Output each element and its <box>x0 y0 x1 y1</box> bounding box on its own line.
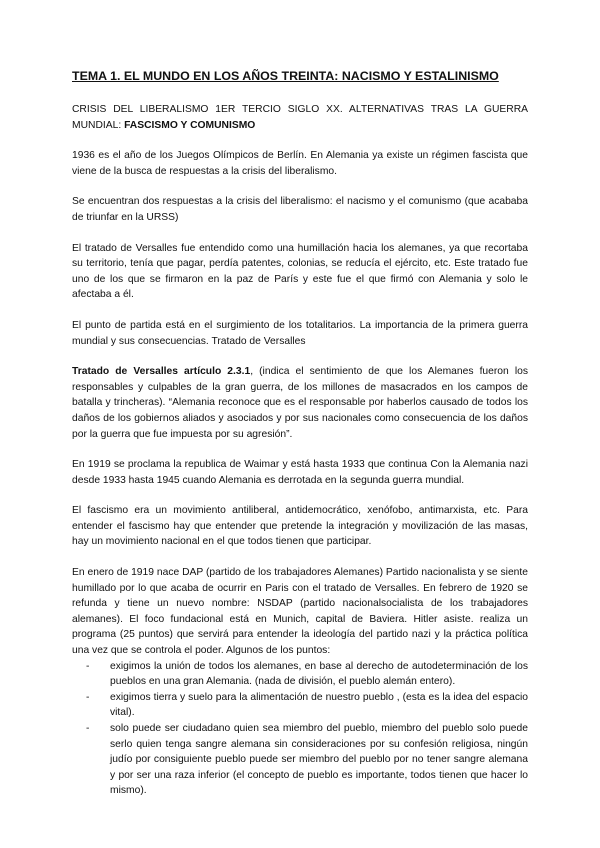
paragraph-6: En 1919 se proclama la republica de Waimar y está hasta 1933 que continua Con la Alemania nazi desde 1933 hasta 1945 cuando Alemania es derrotada en la segunda guerra mundial. <box>72 459 528 486</box>
list-item-text: exigimos la unión de todos los alemanes, en base al derecho de autodeterminación de los pueblos en una gran Alemania. (nada de división, el pueblo alemán entero). <box>110 660 528 688</box>
bullet-dash: - <box>86 691 90 703</box>
paragraph-5-text: , (indica el sentimiento de que los Alemanes fueron los responsables y culpables de la gran guerra, de los millones de masacrados en los campos de batalla y trincheras). “Alemania reconoce que es el responsable por haberlos causado de todos los daños de los gobiernos aliados y asociados y por sus nacionales como consecuencia de los daños por la guerra que fue impuesta por su agresión”. <box>72 366 528 440</box>
paragraph-7: El fascismo era un movimiento antiliberal, antidemocrático, xenófobo, antimarxista, etc. Para entender el fascismo hay que entender que pretende la integración y movilización de las masas, hay un movimiento nacional en el que todos tienen que participar. <box>72 505 528 548</box>
bullet-dash: - <box>86 723 90 734</box>
list-item <box>86 690 528 721</box>
paragraph-5-bold: Tratado de Versalles artículo 2.3.1 <box>72 366 251 378</box>
paragraph-2: Se encuentran dos respuestas a la crisis del liberalismo: el nacismo y el comunismo (que acababa de triunfar en la URSS) <box>72 196 528 223</box>
paragraph-5 <box>72 364 528 442</box>
list-item-text: exigimos tierra y suelo para la alimentación de nuestro pueblo , (esta es la idea del espacio vital). <box>110 691 528 719</box>
list-item <box>86 659 528 690</box>
paragraph-3: El tratado de Versalles fue entendido como una humillación hacia los alemanes, ya que recortaba su territorio, tenía que pagar, perdía patentes, colonias, se reducía el ejército, etc. Este tratado fue uno de los que se firmaron en la paz de París y este fue el que firmó con Alemania y solo le afectaba a él. <box>72 242 528 301</box>
bullet-dash: - <box>86 660 90 672</box>
subtitle <box>72 102 528 133</box>
subtitle-bold: FASCISMO Y COMUNISMO <box>124 119 256 131</box>
paragraph-1: 1936 es el año de los Juegos Olímpicos de Berlín. En Alemania ya existe un régimen fascista que viene de la busca de respuestas a la crisis del liberalismo. <box>72 150 528 177</box>
paragraph-4: El punto de partida está en el surgimiento de los totalitarios. La importancia de la primera guerra mundial y sus consecuencias. Tratado de Versalles <box>72 319 528 347</box>
list-item-text: solo puede ser ciudadano quien sea miembro del pueblo, miembro del pueblo solo puede serlo quien tenga sangre alemana sin consideraciones por su confesión religiosa, ningún judío por consiguiente pueblo puede ser miembro del pueblo por no tener sangre alemana y por ser una raza inferior (el concepto de pueblo es importante, todos tienen que hacer lo mismo). <box>110 723 528 797</box>
list-item <box>86 721 528 799</box>
document-title: TEMA 1. EL MUNDO EN LOS AÑOS TREINTA: NACISMO Y ESTALINISMO <box>72 69 499 83</box>
paragraph-8: En enero de 1919 nace DAP (partido de los trabajadores Alemanes) Partido nacionalista y se siente humillado por lo que acaba de ocurrir en Paris con el tratado de Versalles. En febrero de 1920 se refunda y tiene un nuevo nombre: NSDAP (partido nacionalsocialista de los trabajadores alemanes). El foco fundacional está en Munich, capital de Baviera. Hitler asiste. realiza un programa (25 puntos) que servirá para entender la ideología del partido nazi y la práctica política una vez que se controla el poder. Algunos de los puntos: <box>72 567 528 657</box>
points-list <box>72 659 528 799</box>
subtitle-text: CRISIS DEL LIBERALISMO 1ER TERCIO SIGLO XX. ALTERNATIVAS TRAS LA GUERRA MUNDIAL: <box>72 104 528 131</box>
